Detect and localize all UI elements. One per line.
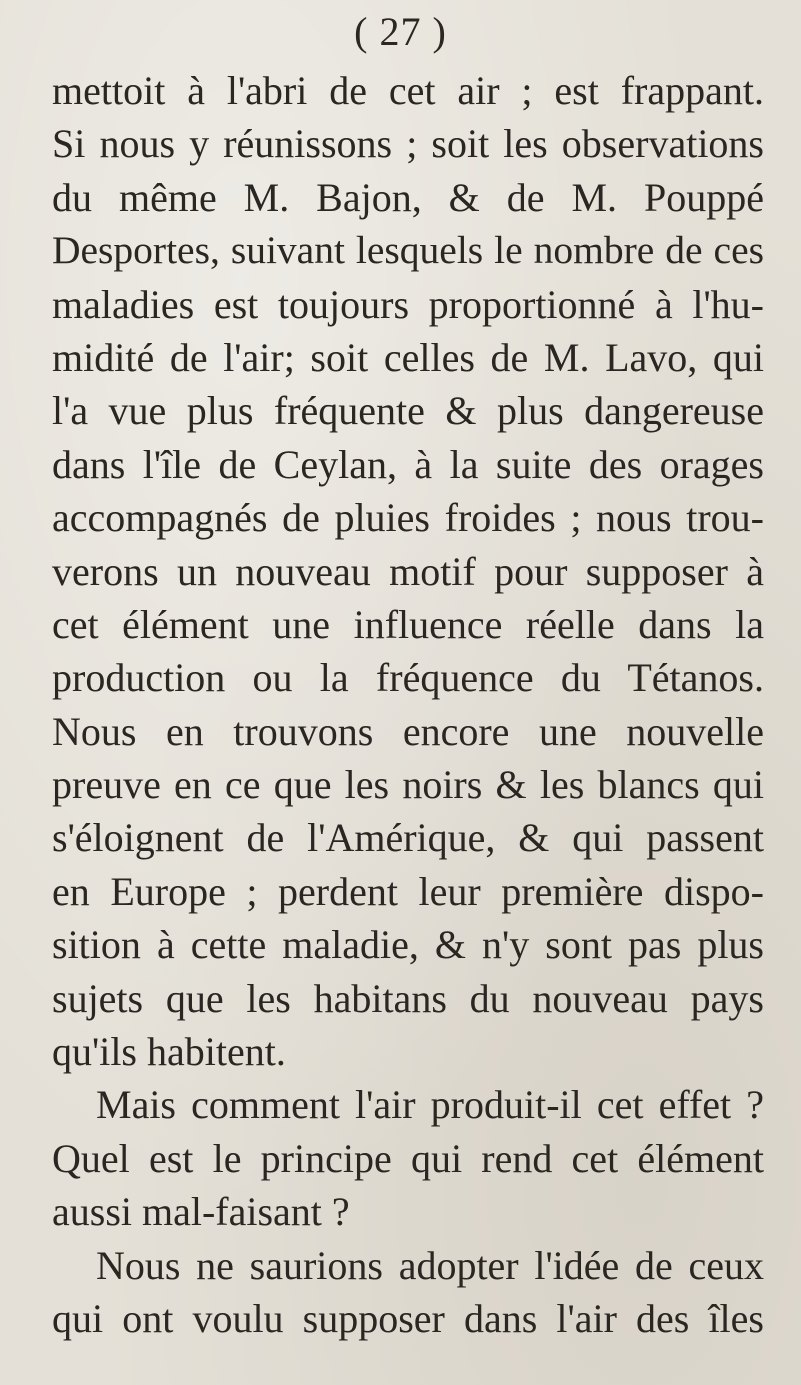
text-line: Si nous y réunissons ; soit les observations bbox=[52, 121, 764, 167]
text-line: Mais comment l'air produit-il cet effet ? bbox=[96, 1082, 764, 1128]
text-line: midité de l'air; soit celles de M. Lavo, qui bbox=[52, 334, 764, 380]
text-line: du même M. Bajon, & de M. Pouppé bbox=[52, 174, 764, 220]
text-line: Desportes, suivant lesquels le nombre de ces bbox=[52, 228, 764, 273]
text-line: verons un nouveau motif pour supposer à bbox=[52, 548, 764, 594]
text-line: maladies est toujours proportionné à l'hu- bbox=[52, 281, 764, 327]
text-line: accompagnés de pluies froides ; nous trou- bbox=[52, 495, 764, 541]
text-line: cet élément une influence réelle dans la bbox=[52, 601, 764, 647]
text-line: qu'ils habitent. bbox=[52, 1029, 286, 1075]
text-line: aussi mal-faisant ? bbox=[52, 1189, 350, 1235]
text-line: production ou la fréquence du Tétanos. bbox=[52, 655, 764, 701]
text-line: preuve en ce que les noirs & les blancs qui bbox=[52, 762, 764, 808]
text-line: mettoit à l'abri de cet air ; est frappant. bbox=[52, 68, 764, 113]
body-text bbox=[52, 64, 764, 1345]
text-line: s'éloignent de l'Amérique, & qui passent bbox=[52, 815, 764, 861]
text-line: qui ont voulu supposer dans l'air des îles bbox=[52, 1295, 764, 1341]
text-line: Nous ne saurions adopter l'idée de ceux bbox=[96, 1242, 764, 1288]
text-line: Quel est le principe qui rend cet élément bbox=[52, 1135, 764, 1181]
text-line: sujets que les habitans du nouveau pays bbox=[52, 975, 764, 1021]
page-number: ( 27 ) bbox=[354, 9, 447, 54]
text-line: sition à cette maladie, & n'y sont pas plus bbox=[52, 922, 764, 968]
text-line: en Europe ; perdent leur première dispo- bbox=[52, 868, 764, 914]
text-line: dans l'île de Ceylan, à la suite des orages bbox=[52, 441, 764, 487]
text-line: l'a vue plus fréquente & plus dangereuse bbox=[52, 388, 764, 434]
text-line: Nous en trouvons encore une nouvelle bbox=[52, 708, 764, 754]
